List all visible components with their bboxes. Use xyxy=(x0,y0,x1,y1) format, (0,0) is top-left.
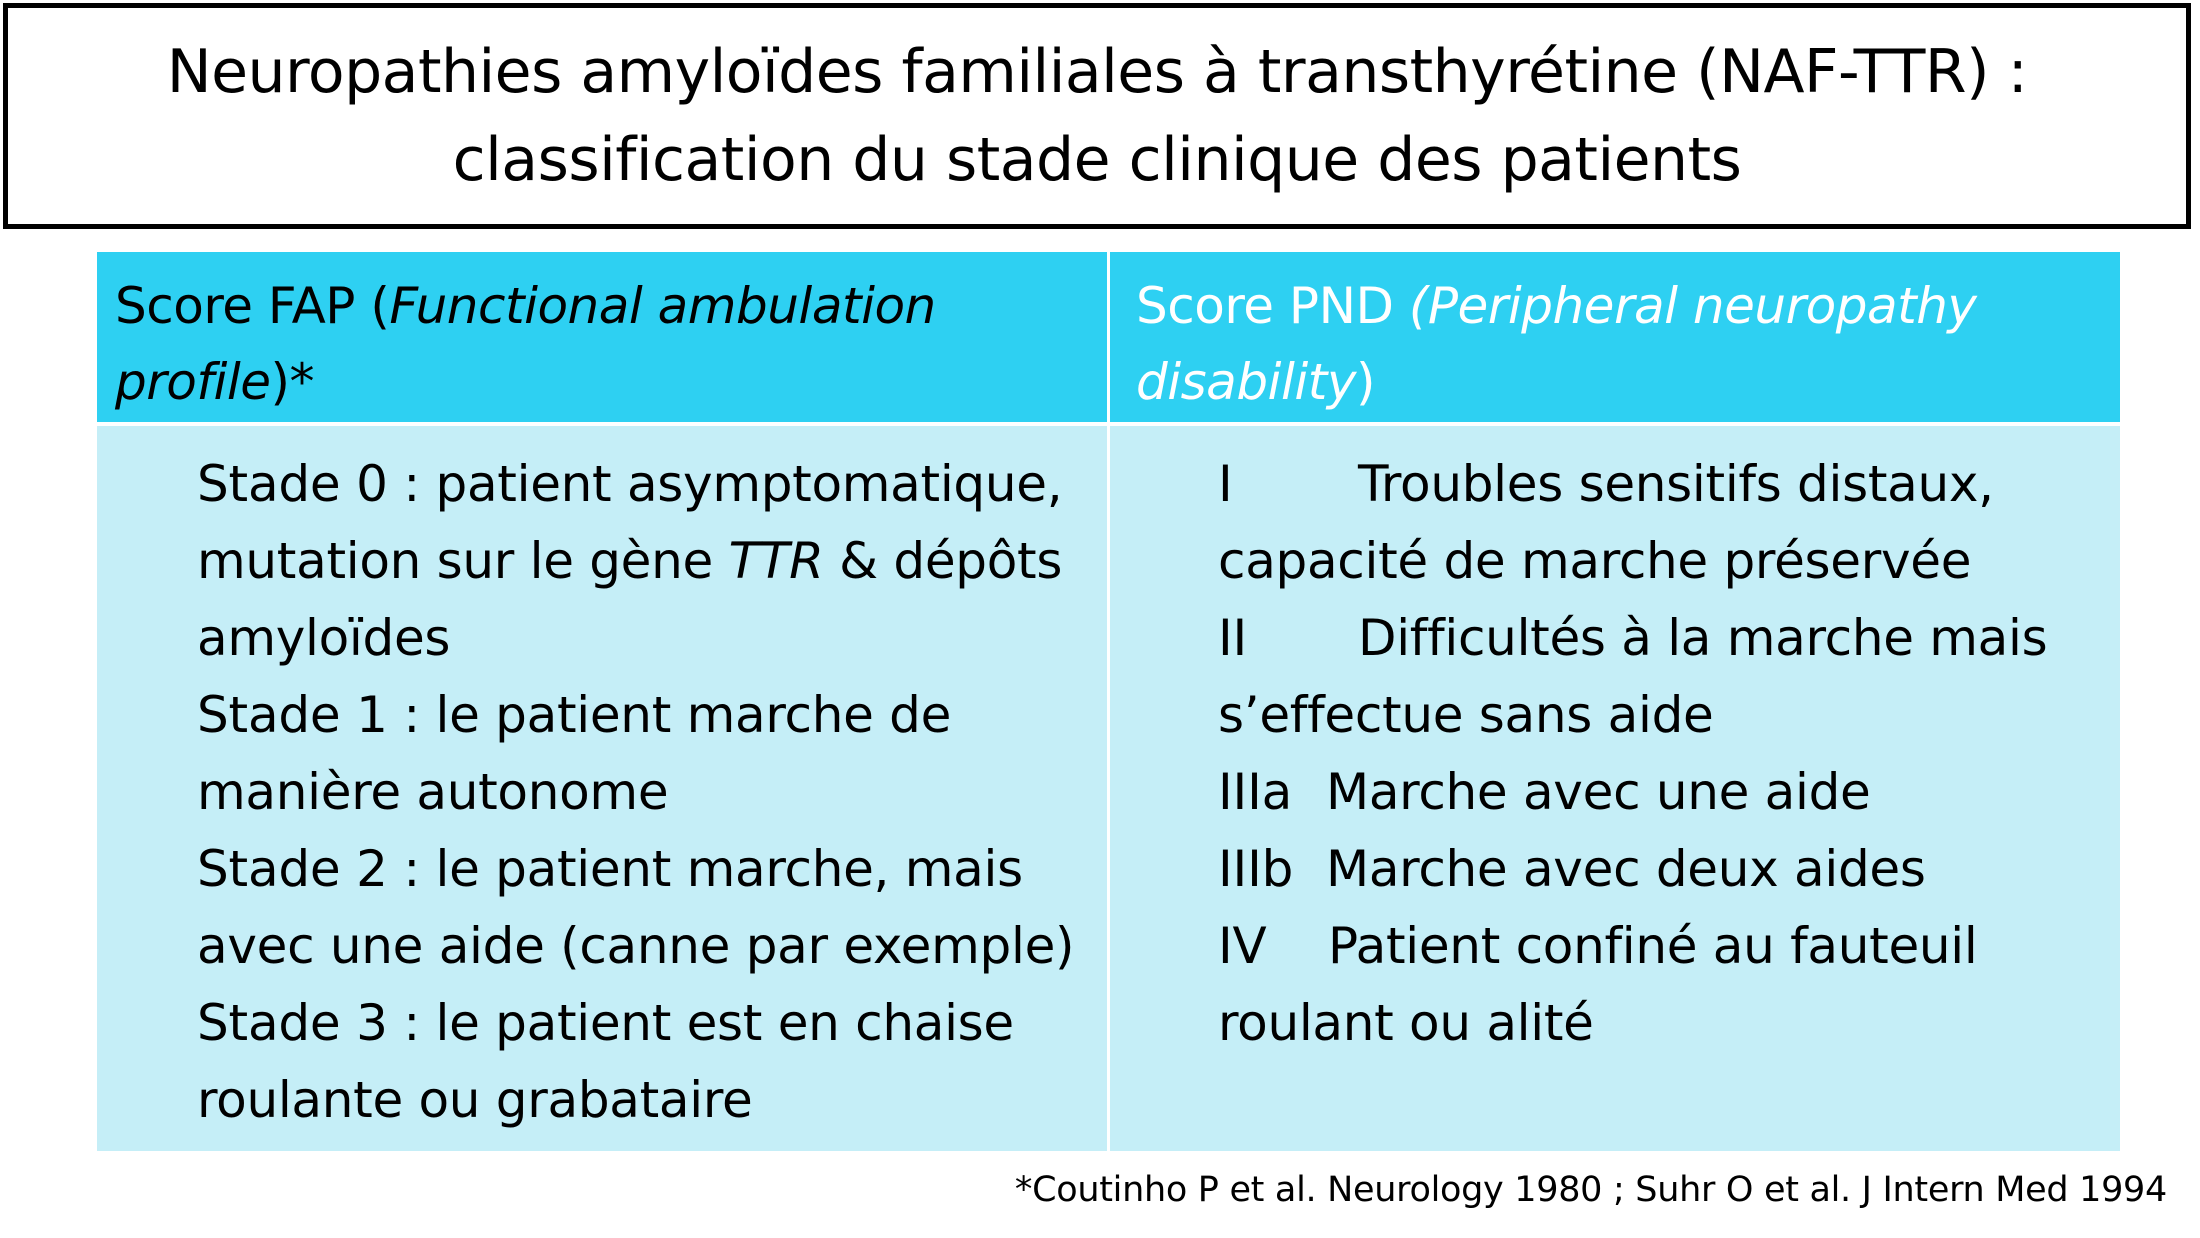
fap-stages-cell xyxy=(97,426,1107,1151)
pnd-grades-cell xyxy=(1110,426,2120,1151)
pnd-header-prefix: Score PND xyxy=(1136,277,1409,335)
title-box xyxy=(3,3,2191,229)
stage-text: avec une aide (canne par exemple) xyxy=(197,917,1075,975)
fap-header-italic-a: Functional ambulation xyxy=(389,277,936,335)
fap-stage-1 xyxy=(197,677,1107,831)
fap-header-prefix: Score FAP ( xyxy=(115,277,390,335)
pnd-header-suffix: ) xyxy=(1355,353,1375,411)
grade-label: IIIa xyxy=(1218,763,1293,821)
stage-label: Stade 0 xyxy=(197,455,388,513)
stage-text: mutation sur le gène xyxy=(197,532,729,590)
pnd-grade-iiib xyxy=(1218,831,2120,908)
classification-table xyxy=(97,252,2117,1147)
grade-label: IIIb xyxy=(1218,840,1294,898)
grade-text: s’effectue sans aide xyxy=(1218,686,1714,744)
grade-text: Difficultés à la marche mais xyxy=(1358,609,2048,667)
title-line-2: classification du stade clinique des patients xyxy=(452,125,1742,195)
stage-label: Stade 1 xyxy=(197,686,388,744)
fap-header-italic-b: profile xyxy=(115,353,271,411)
stage-label: Stade 2 xyxy=(197,840,388,898)
stage-text: : le patient marche de xyxy=(387,686,952,744)
fap-stage-0 xyxy=(197,446,1107,677)
stage-text: : patient asymptomatique, xyxy=(387,455,1063,513)
grade-label: II xyxy=(1218,609,1248,667)
pnd-grade-iiia xyxy=(1218,754,2120,831)
stage-text: amyloïdes xyxy=(197,609,451,667)
stage-text: : le patient marche, mais xyxy=(387,840,1023,898)
pnd-header-italic-a: (Peripheral neuropathy xyxy=(1408,277,1977,335)
grade-label: IV xyxy=(1218,917,1267,975)
stage-text: roulante ou grabataire xyxy=(197,1071,753,1129)
grade-text: capacité de marche préservée xyxy=(1218,532,1972,590)
pnd-header-cell xyxy=(1110,252,2120,422)
grade-label: I xyxy=(1218,455,1233,513)
fap-stage-3 xyxy=(197,985,1107,1139)
stage-text: & dépôts xyxy=(823,532,1063,590)
grade-text: Marche avec une aide xyxy=(1326,763,1871,821)
pnd-grade-iv xyxy=(1218,908,2120,1062)
title-line-1: Neuropathies amyloïdes familiales à transthyrétine (NAF-TTR) : xyxy=(166,37,2028,107)
pnd-grade-ii xyxy=(1218,600,2120,754)
grade-text: roulant ou alité xyxy=(1218,994,1594,1052)
grade-text: Patient confiné au fauteuil xyxy=(1328,917,1978,975)
fap-header-cell xyxy=(97,252,1107,422)
stage-label: Stade 3 xyxy=(197,994,388,1052)
pnd-header-italic-b: disability xyxy=(1136,353,1356,411)
stage-text: : le patient est en chaise xyxy=(387,994,1014,1052)
grade-text: Troubles sensitifs distaux, xyxy=(1358,455,1994,513)
stage-text: manière autonome xyxy=(197,763,669,821)
pnd-grade-i xyxy=(1218,446,2120,600)
grade-text: Marche avec deux aides xyxy=(1326,840,1926,898)
gene-name: TTR xyxy=(728,532,824,590)
footnote: *Coutinho P et al. Neurology 1980 ; Suhr O et al. J Intern Med 1994 xyxy=(1014,1170,2167,1210)
fap-stage-2 xyxy=(197,831,1107,985)
fap-header-suffix: )* xyxy=(270,353,315,411)
